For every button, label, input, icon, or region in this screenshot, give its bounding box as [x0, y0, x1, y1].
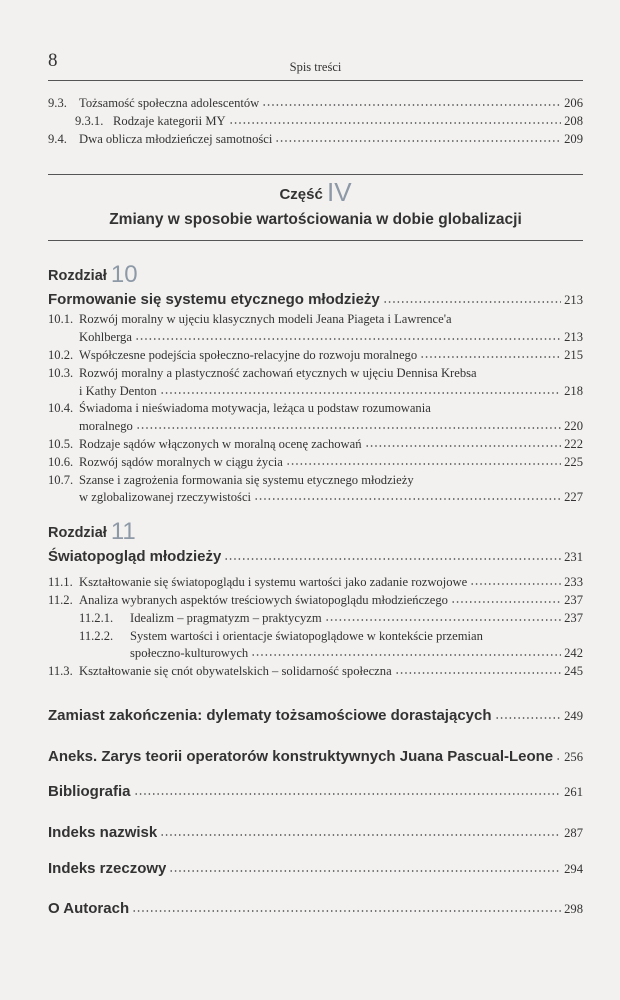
- entry-page: 215: [564, 347, 583, 362]
- dot-leader: [495, 716, 562, 720]
- back-matter-entry[interactable]: [48, 858, 583, 880]
- dot-leader: [395, 671, 561, 675]
- entry-page: 237: [564, 592, 583, 607]
- chapter-page: 231: [564, 550, 583, 565]
- entry-number: 10.3.: [48, 365, 74, 380]
- back-matter-page: 249: [564, 708, 583, 723]
- entry-number: 11.1.: [48, 575, 73, 590]
- entry-title: Kształtowanie się cnót obywatelskich – solidarność społeczna: [79, 664, 392, 679]
- part-label: Część: [279, 186, 323, 204]
- chapter-title-entry[interactable]: [48, 289, 583, 311]
- back-matter-title: Aneks. Zarys teorii operatorów konstruktywnych Juana Pascual-Leone: [48, 747, 554, 765]
- chapter-title: Światopogląd młodzieży: [48, 548, 222, 566]
- chapter-entries: [48, 311, 583, 507]
- entry-number: 10.1.: [48, 312, 74, 327]
- entry-title: Rozwój moralny a plastyczność zachowań etycznych w ujęciu Dennisa Krebsa: [79, 365, 477, 380]
- back-matter-entry[interactable]: [48, 705, 583, 727]
- back-matter-entry[interactable]: [48, 822, 583, 844]
- chapter-label: [48, 261, 583, 289]
- entry-title: System wartości i orientacje światopoglądowe w kontekście przemian: [130, 628, 483, 643]
- dot-leader: [135, 337, 561, 341]
- entry-number: 10.7.: [48, 472, 74, 487]
- entry-number: 9.3.1.: [75, 113, 104, 128]
- entry-title: Kształtowanie się światopoglądu i systemu wartości jako zadanie rozwojowe: [79, 575, 468, 590]
- chapter-page: 213: [564, 293, 583, 308]
- entry-title: Idealizm – pragmatyzm – praktycyzm: [130, 610, 322, 625]
- entry-page: 242: [564, 646, 583, 661]
- entry-title: Analiza wybranych aspektów treściowych światopoglądu młodzieńczego: [79, 592, 448, 607]
- back-matter-entry[interactable]: [48, 746, 583, 768]
- dot-leader: [224, 557, 561, 561]
- toc-entry[interactable]: [48, 610, 583, 628]
- entry-number: 9.3.: [48, 96, 67, 110]
- back-matter-page: 294: [564, 861, 583, 876]
- dot-leader: [556, 757, 561, 761]
- entry-number: 9.4.: [48, 131, 67, 146]
- entry-number: 10.6.: [48, 454, 74, 469]
- toc-entry[interactable]: [48, 347, 583, 365]
- entry-title: Rodzaje kategorii MY: [113, 113, 226, 128]
- chapter-word: Rozdział: [48, 268, 107, 285]
- entry-page: 208: [564, 113, 583, 128]
- toc-entry[interactable]: [48, 663, 583, 681]
- entry-title: Świadoma i nieświadoma motywacja, leżąca u podstaw rozumowania: [79, 401, 431, 416]
- chapter-entries: [48, 574, 583, 681]
- entry-title: i Kathy Denton: [79, 383, 157, 398]
- entry-title: Kohlberga: [79, 330, 132, 345]
- part-heading: [48, 174, 583, 241]
- dot-leader: [325, 618, 561, 622]
- dot-leader: [134, 792, 562, 796]
- dot-leader: [275, 139, 561, 143]
- entry-title: moralnego: [79, 419, 133, 434]
- chapter-block: [48, 261, 583, 507]
- chapter-block: [48, 518, 583, 681]
- entry-number: 11.3.: [48, 664, 73, 679]
- toc-entry[interactable]: [48, 95, 583, 113]
- dot-leader: [160, 833, 561, 837]
- dot-leader: [451, 600, 561, 604]
- toc-entry[interactable]: [48, 329, 583, 347]
- entry-page: 206: [564, 96, 583, 110]
- back-matter-entry[interactable]: [48, 781, 583, 803]
- back-matter-title: Bibliografia: [48, 782, 131, 800]
- back-matter-page: 287: [564, 825, 583, 840]
- dot-leader: [420, 355, 561, 359]
- entry-title: Rozwój sądów moralnych w ciągu życia: [79, 454, 283, 469]
- back-matter-title: Zamiast zakończenia: dylematy tożsamościowe dorastających: [48, 706, 492, 724]
- back-matter-page: 256: [564, 749, 583, 764]
- dot-leader: [286, 462, 561, 466]
- back-matter-title: O Autorach: [48, 899, 130, 917]
- entry-page: 245: [564, 664, 583, 679]
- entry-page: 233: [564, 575, 583, 590]
- toc-entry[interactable]: [48, 574, 583, 592]
- entry-page: 222: [564, 436, 583, 451]
- dot-leader: [169, 869, 561, 873]
- entry-page: 225: [564, 454, 583, 469]
- toc-page: [48, 0, 583, 920]
- entry-number: 10.2.: [48, 347, 74, 362]
- entry-page: 237: [564, 610, 583, 625]
- entry-title: Szanse i zagrożenia formowania się systemu etycznego młodzieży: [79, 472, 414, 487]
- toc-entry[interactable]: [48, 400, 583, 418]
- toc-entry[interactable]: [48, 383, 583, 401]
- entry-number: 11.2.: [48, 592, 73, 607]
- toc-entry[interactable]: [48, 436, 583, 454]
- back-matter-title: Indeks nazwisk: [48, 823, 158, 841]
- entry-page: 227: [564, 490, 583, 505]
- toc-entry[interactable]: [48, 645, 583, 663]
- dot-leader: [251, 653, 561, 657]
- toc-entry[interactable]: [48, 365, 583, 383]
- entry-number: 11.2.2.: [79, 628, 114, 643]
- toc-section-list: [48, 95, 583, 148]
- entry-page: 213: [564, 330, 583, 345]
- dot-leader: [132, 909, 561, 913]
- toc-entry[interactable]: [48, 628, 583, 646]
- toc-entry[interactable]: [48, 418, 583, 436]
- back-matter-title: Indeks rzeczowy: [48, 859, 167, 877]
- entry-title: w zglobalizowanej rzeczywistości: [79, 490, 252, 505]
- entry-page: 218: [564, 383, 583, 398]
- dot-leader: [160, 391, 561, 395]
- back-matter-page: 261: [564, 784, 583, 799]
- entry-title: Tożsamość społeczna adolescentów: [79, 96, 260, 110]
- dot-leader: [383, 300, 561, 304]
- toc-entry[interactable]: [48, 131, 583, 149]
- chapter-word: Rozdział: [48, 525, 107, 542]
- toc-entry[interactable]: [48, 311, 583, 329]
- entry-title: Rodzaje sądów włączonych w moralną ocenę zachowań: [79, 436, 362, 451]
- entry-title: społeczno-kulturowych: [130, 646, 249, 661]
- toc-entry[interactable]: [48, 454, 583, 472]
- chapter-label: [48, 518, 583, 546]
- chapter-title: Formowanie się systemu etycznego młodzieży: [48, 291, 380, 309]
- running-header: [48, 0, 583, 81]
- entry-title: Współczesne podejścia społeczno-relacyjne do rozwoju moralnego: [79, 347, 418, 362]
- entry-page: 209: [564, 131, 583, 146]
- dot-leader: [470, 582, 561, 586]
- part-title: Zmiany w sposobie wartościowania w dobie globalizacji: [109, 211, 522, 229]
- running-title: Spis treści: [289, 60, 342, 74]
- part-number: IV: [326, 177, 352, 208]
- toc-entry[interactable]: [48, 489, 583, 507]
- entry-title: Rozwój moralny w ujęciu klasycznych modeli Jeana Piageta i Lawrence'a: [79, 312, 452, 327]
- chapter-title-entry[interactable]: [48, 546, 583, 568]
- entry-number: 10.5.: [48, 436, 74, 451]
- dot-leader: [136, 426, 561, 430]
- entry-number: 10.4.: [48, 401, 74, 416]
- toc-entry[interactable]: [48, 113, 583, 131]
- entry-page: 220: [564, 419, 583, 434]
- toc-entry[interactable]: [48, 592, 583, 610]
- dot-leader: [365, 444, 562, 448]
- toc-entry[interactable]: [48, 472, 583, 490]
- back-matter-entry[interactable]: [48, 898, 583, 920]
- chapter-number: 10: [110, 261, 138, 289]
- entry-title: Dwa oblicza młodzieńczej samotności: [79, 131, 273, 146]
- entry-number: 11.2.1.: [79, 610, 114, 625]
- dot-leader: [262, 103, 561, 107]
- dot-leader: [229, 121, 561, 125]
- back-matter-page: 298: [564, 901, 583, 916]
- dot-leader: [254, 497, 561, 501]
- chapter-number: 11: [110, 518, 136, 546]
- page-number: 8: [48, 50, 58, 71]
